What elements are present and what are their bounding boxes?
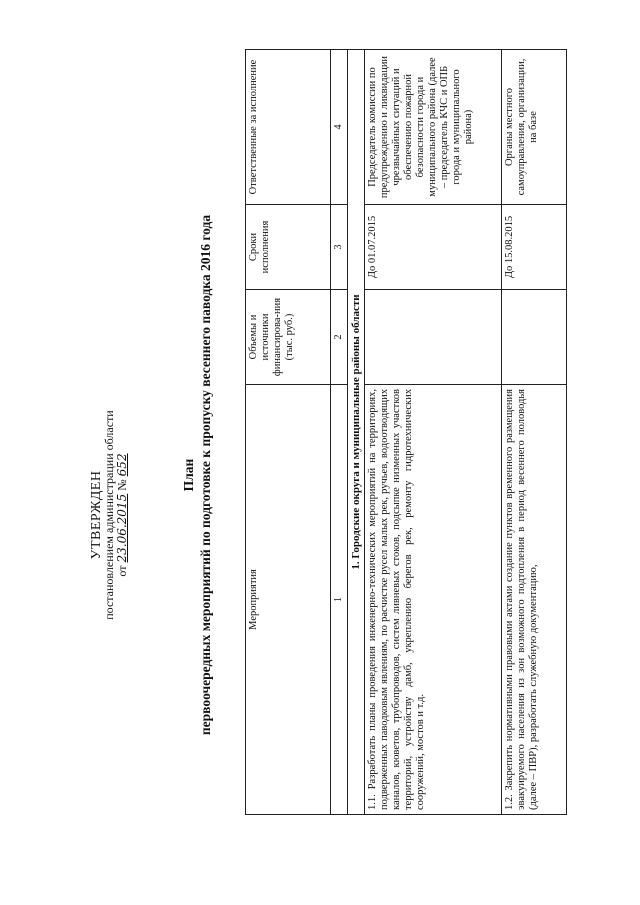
- responsible-cell: Председатель комиссии по предупреждению и ликвидации чрезвычайных ситуаций и обеспечению пожарной безопасности города и муниципального района (далее – председатель КЧС и ОПБ города и муниципального района): [365, 50, 502, 205]
- responsible-cell: Органы местного самоуправления, организации, на базе: [502, 50, 567, 205]
- title-line-1: План: [181, 458, 196, 492]
- date-value: 23.06.2015: [115, 493, 129, 563]
- deadline-cell: До 01.07.2015: [365, 205, 502, 290]
- column-number: 4: [331, 50, 348, 205]
- number-prefix: №: [115, 479, 129, 491]
- date-prefix: от: [115, 565, 129, 577]
- header-row: [246, 50, 331, 815]
- plan-table: [245, 49, 567, 815]
- deadline-cell: До 15.08.2015: [502, 205, 567, 290]
- column-number: 2: [331, 290, 348, 385]
- header-funding: Объемы и источники финансирова-ния (тыс. руб.): [246, 290, 331, 385]
- funding-cell: [365, 290, 502, 385]
- approval-stamp: [90, 335, 129, 695]
- column-number-row: [331, 50, 348, 815]
- approval-date-line: [116, 335, 129, 695]
- measure-cell: 1.2. Закрепить нормативными правовыми актами создание пунктов временного размещения эвакуируемого населения из зон возможного подтопления в период весеннего половодья (далее – ПВР), разработать служебную документацию,: [502, 385, 567, 815]
- column-number: 3: [331, 205, 348, 290]
- measure-cell: 1.1. Разработать планы проведения инженерно-технических мероприятий на территориях, подверженных паводковым явлениям, по расчистке русел малых рек, ручьев, водоотводящих каналов, кюветов, трубопроводов, систем ливневых стоков, подсыпке низменных участков территорий, устройству дамб, укреплению берегов рек, ремонту гидротехнических сооружений, мостов и т.д.: [365, 385, 502, 815]
- funding-cell: [502, 290, 567, 385]
- header-measures: Мероприятия: [246, 385, 331, 815]
- document-title: [180, 175, 214, 775]
- section-title: 1. Городские округа и муниципальные районы области: [348, 50, 365, 815]
- section-row: [348, 50, 365, 815]
- approval-heading: УТВЕРЖДЕН: [89, 470, 104, 560]
- number-value: 652: [115, 453, 129, 477]
- header-deadline: Сроки исполнения: [246, 205, 331, 290]
- column-number: 1: [331, 385, 348, 815]
- table-row: [502, 50, 567, 815]
- title-line-2: первоочередных мероприятий по подготовке к пропуску весеннего паводка 2016 года: [198, 214, 213, 736]
- approval-line: постановлением администрации области: [102, 410, 116, 620]
- table-row: [365, 50, 502, 815]
- header-responsible: Ответственные за исполнение: [246, 50, 331, 205]
